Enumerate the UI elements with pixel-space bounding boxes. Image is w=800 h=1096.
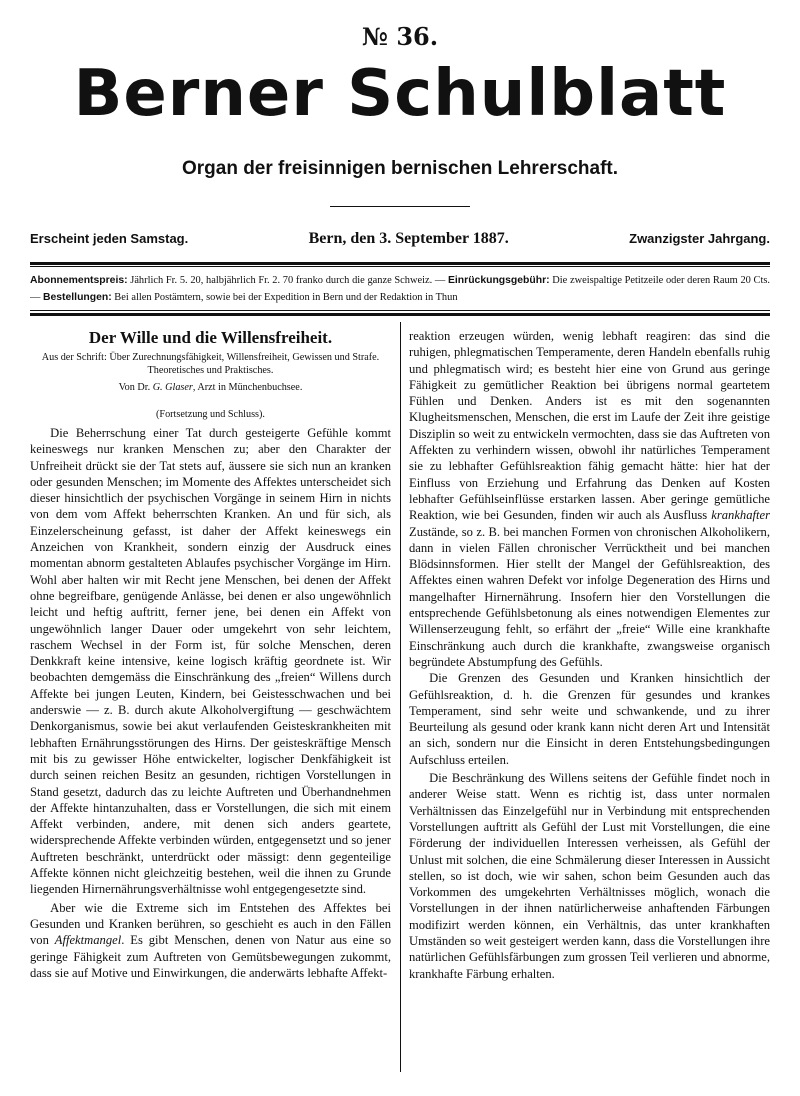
rule-top: [30, 262, 770, 265]
subscription-label: Abonnementspreis:: [30, 275, 128, 286]
article-column-right: [409, 328, 770, 982]
rule-bottom: [30, 313, 770, 316]
title-divider: [330, 206, 470, 207]
paragraph: reaktion erzeugen würden, wenig lebhaft reagiren: das sind die ruhigen, phlegmatischen Temperamente, deren Handeln ebenfalls ruhig und phlegmatisch wird; es besteht hier eine von Grund aus geringe Fähigkeit zu gemütlicher Reaktion bei übrigens normal geartetem Fühlen und Denken. Anders ist es mit den sogenannten Klugheitsmenschen, Menschen, die erst im Laufe der Zeit ihre geistige Disziplin so weit zu entwickeln vermochten, dass sie das Auftreten von Affekten zu verhindern wissen, obwohl ihr natürliches Temperament sie zu lebhafter Gefühlsreaktion fähig gemacht hätte: hier hat der Einfluss von Erziehung und Erfahrung das Denken auf Kosten lebhafter Gefühlseinflüsse erstarken lassen. Aber geringe gemütliche Reaktion, wie bei Gesunden, finden wir auch als Ausfluss krankhafter Zustände, so z. B. bei manchen Formen von chronischen Alkoholikern, dann in vielen Fällen chronischer Verrücktheit und bei manchen Blödsinnsformen. Hier stellt der Mangel der Gefühlsreaktion, des Affektes einen wahren Defekt vor infolge Degeneration des Hirns und mangelhafter Hirnernährung. Insofern hier den Vorstellungen die entsprechende Gefühlsbetonung als eines notwendigen Elementes zur Willenserzeugung fehlt, so erfährt der „freie“ Wille eine krankhafte Einschränkung auch durch die krankhafte, zwangsweise organisch begründete Abstumpfung des Gefühls.: [409, 329, 770, 669]
continuation-note: (Fortsetzung und Schluss).: [156, 409, 265, 420]
issue-number: № 36.: [361, 22, 439, 51]
newspaper-title: Berner Schulblatt: [73, 57, 727, 131]
subscription-info: [30, 272, 770, 306]
orders-label: Bestellungen:: [43, 292, 112, 303]
subscription-text: Jährlich Fr. 5. 20, halbjährlich Fr. 2. 70 franko durch die ganze Schweiz. —: [127, 275, 448, 286]
article-author: Von Dr. G. Glaser, Arzt in Münchenbuchsee.: [118, 382, 303, 393]
emphasis: Affektmangel: [54, 933, 122, 948]
volume-year: Zwanzigster Jahrgang.: [629, 231, 770, 246]
paragraph: Die Beschränkung des Willens seitens der Gefühle findet noch in anderer Weise statt. Wenn es richtig ist, dass unter normalen Verhältnissen das Einzelgefühl nur in Verbindung mit entsprechenden Vorstellungen auftritt als Gefühl der Lust mit Vorstellungen, die eine Förderung der individuellen Interessen verheissen, als Gefühl der Unlust mit solchen, die eine Schmälerung dieser Interessen in Aussicht stellen, so ist doch, wie wir sahen, schon beim Gesunden auch das Vorkommen des umgekehrten Verhältnisses möglich, wonach die Vorstellungen in der ihnen natürlicherweise anhaftenden Färbungen modifizirt werden können, ein Verhältnis, das unter krankhaften Umständen so weit gesteigert werden kann, dass die Vorstellungen ihre natürlichen Gefühlsfärbungen zum grossen Teil verlieren und abnorme, krankhafte Färbung erhalten.: [409, 771, 770, 981]
paragraph: Die Beherrschung einer Tat durch gesteigerte Gefühle kommt keineswegs nur kranken Menschen zu; aber den Charakter der Unfreiheit drückt sie der Tat stets auf, äussere sie sich nun an kranken oder gesunden Menschen; im Momente des Affektes unterscheidet sich dieser hinsichtlich der psychischen Vorgänge in seinem Hirn in nichts von dem vom Affekt beherrschten Kranken. An und für sich, als Einzelerscheinung gefasst, ist daher der Affekt keineswegs ein Anzeichen von Krankheit, sondern einzig der Ausdruck eines momentan abnorm gestalteten Ablaufes psychischer Vorgänge im Hirn. Wohl aber halten wir mit Recht jene Menschen, bei denen der Affekt ohne begreifbare, genügende Anlässe, bei denen er also ungewöhnlich leicht und heftig auftritt, ferner jene, bei denen ein Affekt von ungewöhnlich langer Dauer oder umgekehrt von sehr leichtem, raschem Wechsel in der Form ist, für solche Menschen, deren Denkkraft keine intensive, keine logisch kräftig geordnete ist. Wir beobachten demgemäss die Einschränkung des „freien“ Willens durch Affekte bei jungen Leuten, Kindern, bei Geistesschwachen und bei anderswie — z. B. durch akute Alkoholvergiftung — geschwächtem Denkorganismus, sowie bei akut verlaufenden Geisteskrankheiten mit lebhaften Ernährungsstörungen des Hirns. Der geisteskräftige Mensch mit bis zu gewisser Höhe entwickelter, logischer Denkfähigkeit ist durch seinen reichen Besitz an gesunden, richtigen Vorstellungen in Stand gesetzt, dadurch das zu leichte Auftreten und Überhandnehmen der Affekte hintanzuhalten, dass er Vorstellungen, die sich mit einem Affekt verbinden, andere, mit denen sich anders geartete, widersprechende Affekte verbinden würden, entgegensetzt und so jener Auftreten beschränkt, unterdrückt oder mässigt: denn gegenteilige Affekte können nicht gleichzeitig bestehen, weil die ihnen zu Grunde liegenden Hirnernährungsverhältnisse wohl entgegengesetzte sind.: [30, 426, 391, 897]
paragraph: Die Grenzen des Gesunden und Kranken hinsichtlich der Gefühlsreaktion, d. h. die Grenzen für gesundes und krankes Temperament, sind sehr weite und schwankende, und zu ihrer Beurteilung als gesund oder krank kann nicht deren Art und Intensität an sich, sondern nur die Einsicht in deren Entstehungsbedingungen Aufschluss erteilen.: [409, 671, 770, 767]
column-divider: [400, 322, 401, 1072]
masthead-meta-row: [30, 230, 770, 248]
rule-bottom-thin: [30, 310, 770, 311]
article-column-left: [30, 328, 391, 981]
rule-top-thin: [30, 266, 770, 267]
place-date: Bern, den 3. September 1887.: [308, 230, 509, 247]
ad-fee-label: Einrückungsgebühr:: [447, 275, 550, 286]
emphasis: krankhafter: [711, 508, 770, 523]
ad-fee-text: Die zweispaltige Petitzeile oder deren Raum 20 Cts. —: [30, 275, 770, 303]
paragraph: Aber wie die Extreme sich im Entstehen des Affektes bei Gesunden und Kranken berühren, so geschieht es auch in den Fällen von Affektmangel. Es gibt Menschen, denen von Natur aus eine so geringe Fähigkeit zum Auftreten von Gemütsbewegungen zukommt, dass sie auf Motive und Einwirkungen, die anderwärts lebhafte Affekt-: [30, 900, 391, 980]
article-source: Aus der Schrift: Über Zurechnungsfähigkeit, Willensfreiheit, Gewissen und Strafe. Theoretisches und Praktisches.: [41, 352, 380, 376]
orders-text: Bei allen Postämtern, sowie bei der Expedition in Bern und der Redaktion in Thun: [111, 292, 458, 303]
article-title: Der Wille und die Willensfreiheit.: [88, 328, 333, 347]
author-name: G. Glaser: [152, 382, 193, 393]
publication-frequency: Erscheint jeden Samstag.: [30, 231, 189, 246]
newspaper-subtitle: Organ der freisinnigen bernischen Lehrerschaft.: [181, 158, 619, 179]
